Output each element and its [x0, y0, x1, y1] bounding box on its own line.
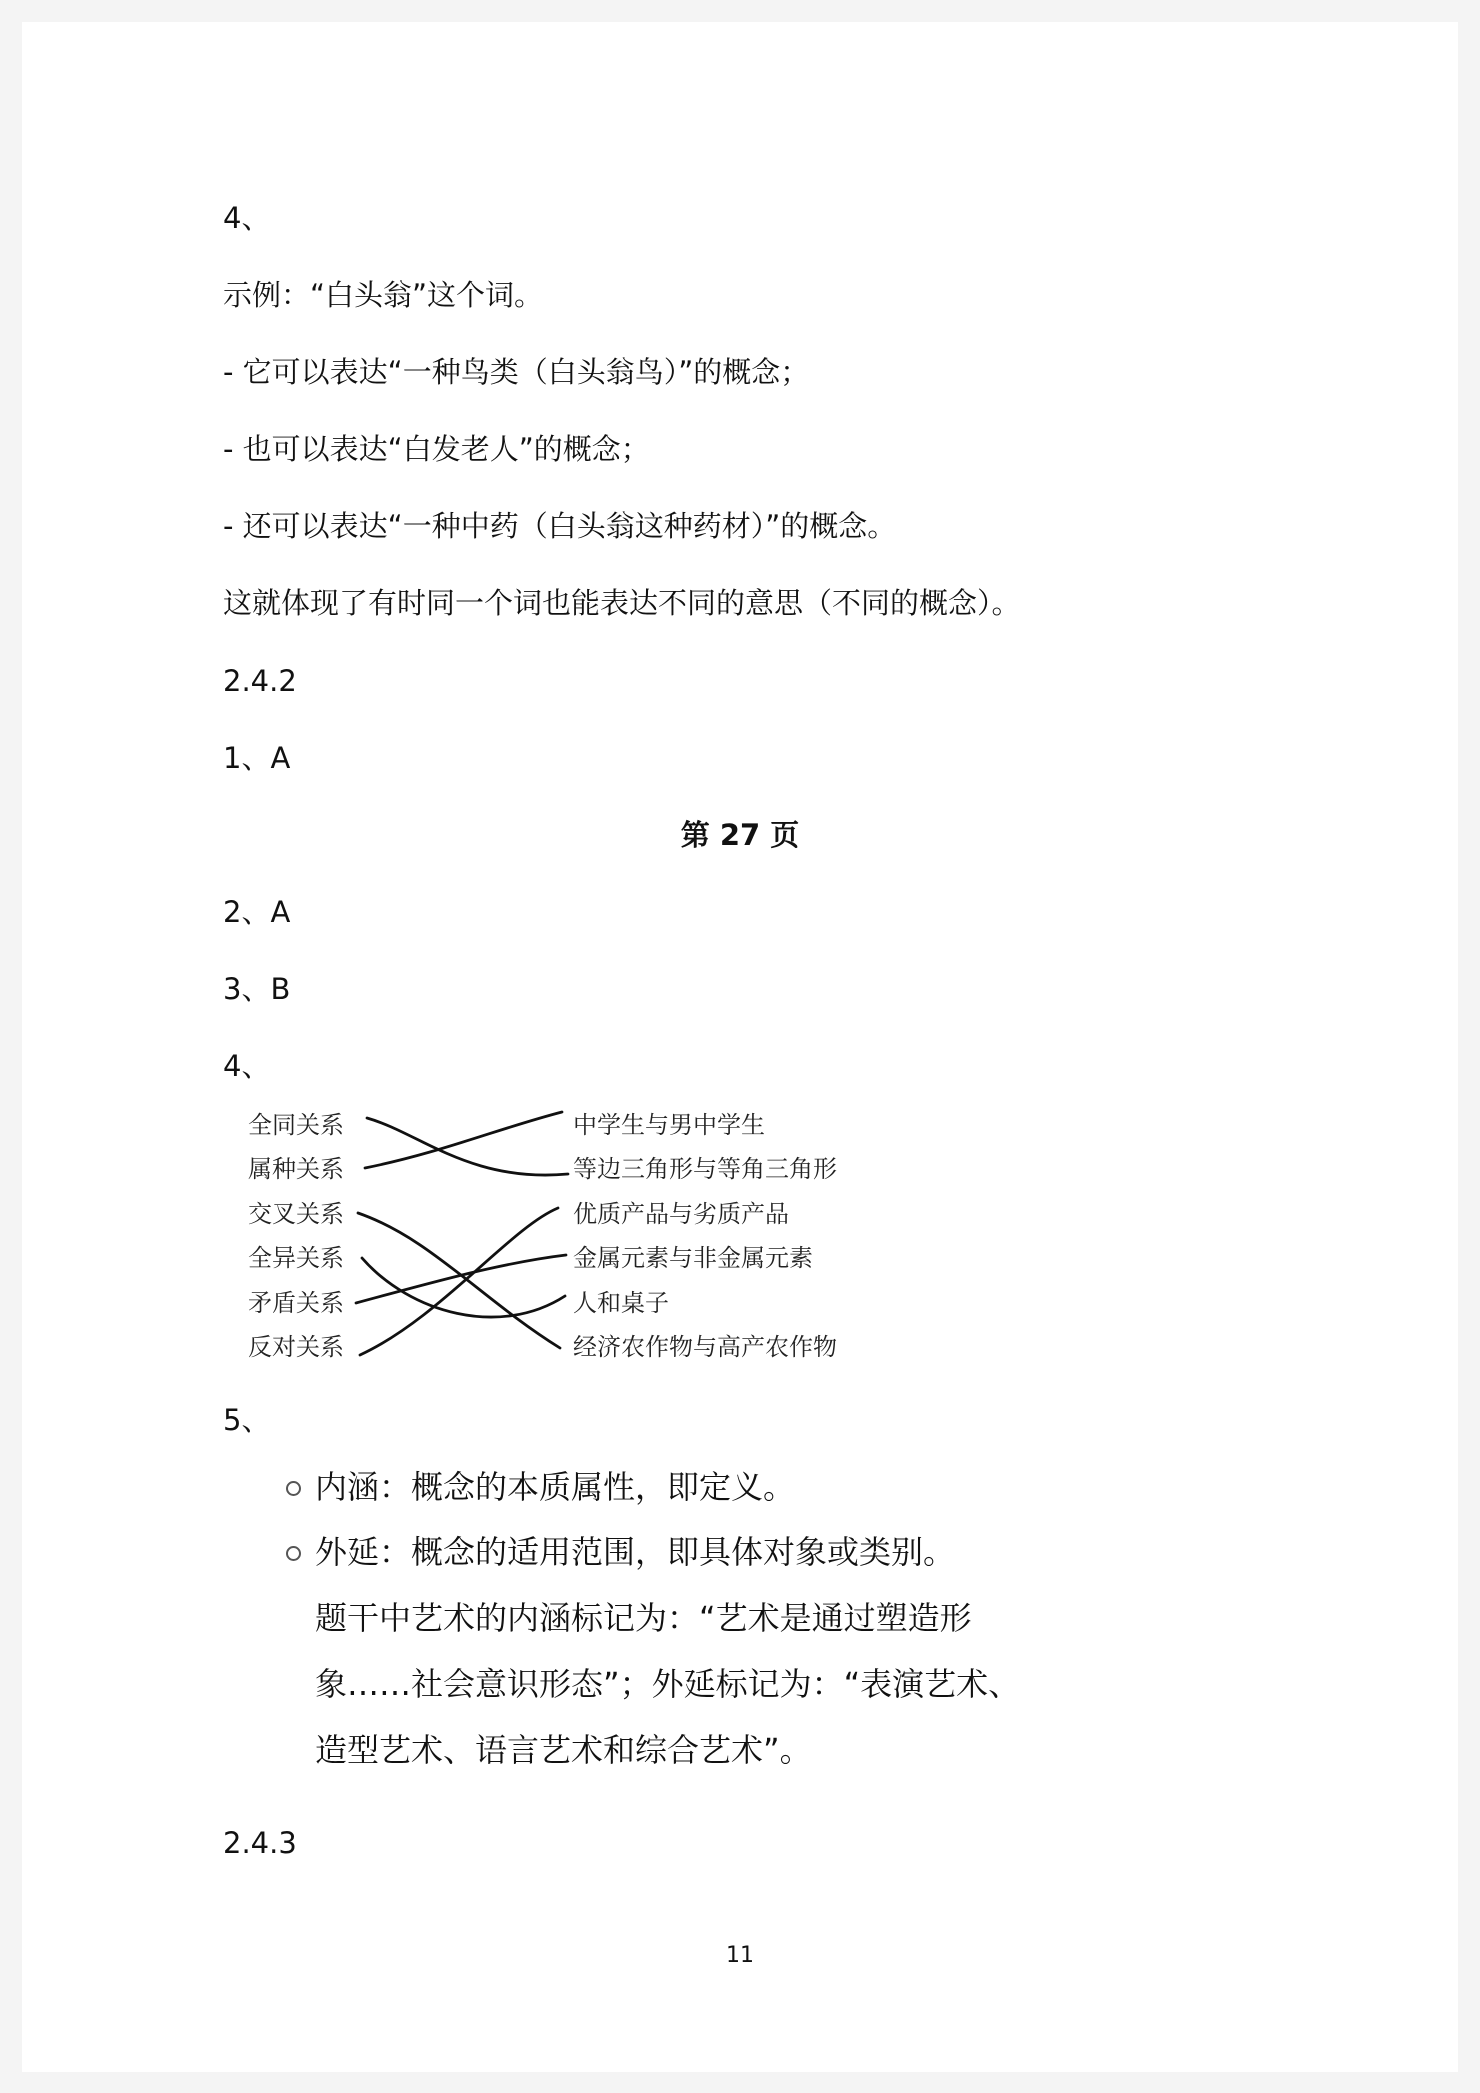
- section-heading-2-4-2: 2.4.2: [223, 664, 297, 698]
- right-term-2: 等边三角形与等角三角形: [573, 1155, 837, 1183]
- q5-continuation-2: 象……社会意识形态”；外延标记为：“表演艺术、: [315, 1665, 1021, 1703]
- q5-continuation-1: 题干中艺术的内涵标记为：“艺术是通过塑造形: [315, 1599, 972, 1637]
- example-point-3: - 还可以表达“一种中药（白头翁这种药材）”的概念。: [223, 509, 897, 543]
- q5-item-extension: 外延：概念的适用范围，即具体对象或类别。: [315, 1533, 956, 1571]
- left-term-4: 全异关系: [248, 1244, 344, 1272]
- left-term-5: 矛盾关系: [248, 1289, 344, 1317]
- example-point-1: - 它可以表达“一种鸟类（白头翁鸟）”的概念；: [223, 355, 810, 389]
- circle-bullet-icon: [286, 1481, 301, 1496]
- q5-item-intension: 内涵：概念的本质属性，即定义。: [315, 1468, 796, 1506]
- answer-2: 2、A: [223, 895, 291, 929]
- left-term-2: 属种关系: [248, 1155, 344, 1183]
- right-term-5: 人和桌子: [573, 1289, 669, 1317]
- right-term-3: 优质产品与劣质产品: [573, 1200, 789, 1228]
- left-term-1: 全同关系: [248, 1111, 344, 1139]
- q5-continuation-3: 造型艺术、语言艺术和综合艺术”。: [315, 1731, 812, 1769]
- left-term-3: 交叉关系: [248, 1200, 344, 1228]
- match-line-4: [362, 1258, 565, 1317]
- right-term-4: 金属元素与非金属元素: [573, 1244, 813, 1272]
- page-title: 第 27 页: [680, 818, 800, 852]
- example-conclusion: 这就体现了有时同一个词也能表达不同的意思（不同的概念）。: [223, 586, 1021, 620]
- question-4-label: 4、: [223, 201, 271, 235]
- right-term-1: 中学生与男中学生: [573, 1111, 765, 1139]
- question-5-label: 5、: [223, 1403, 271, 1437]
- match-line-2: [367, 1118, 568, 1175]
- left-term-6: 反对关系: [248, 1333, 344, 1361]
- section-heading-2-4-3: 2.4.3: [223, 1826, 297, 1860]
- answer-3: 3、B: [223, 972, 291, 1006]
- matching-diagram: [240, 1098, 880, 1376]
- question-4-label-2: 4、: [223, 1049, 271, 1083]
- page-number: 11: [726, 1943, 754, 1968]
- example-point-2: - 也可以表达“白发老人”的概念；: [223, 432, 650, 466]
- right-term-6: 经济农作物与高产农作物: [573, 1333, 837, 1361]
- circle-bullet-icon: [286, 1546, 301, 1561]
- match-line-5: [356, 1255, 566, 1303]
- example-intro: 示例：“白头翁”这个词。: [223, 278, 544, 312]
- answer-1: 1、A: [223, 741, 291, 775]
